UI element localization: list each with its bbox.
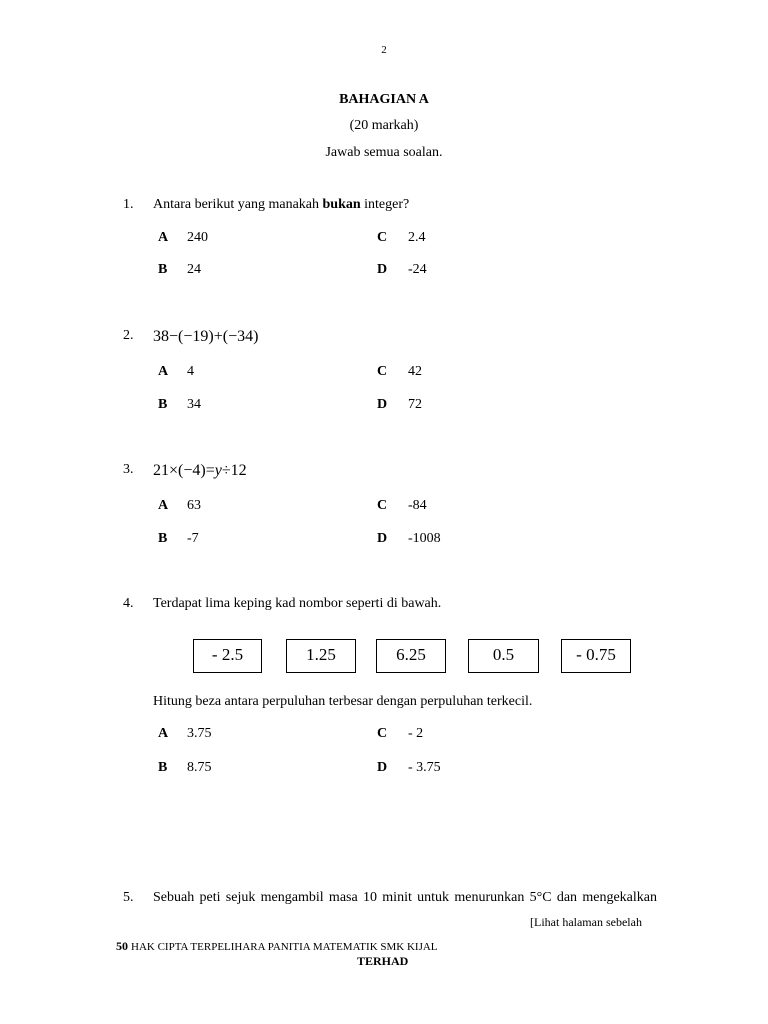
q3-option-d-letter: D <box>377 531 388 546</box>
section-marks: (20 markah) <box>349 118 419 133</box>
q1-option-d-value: -24 <box>408 262 427 277</box>
q3-option-c-value: -84 <box>408 498 427 513</box>
footer-code: 50 <box>116 939 128 953</box>
q1-option-c-value: 2.4 <box>408 230 426 245</box>
question-5-number: 5. <box>123 890 134 905</box>
question-1-emphasis: bukan <box>322 197 361 212</box>
q2-option-a-value: 4 <box>187 364 194 379</box>
q2-option-c-value: 42 <box>408 364 422 379</box>
section-instruction: Jawab semua soalan. <box>325 145 443 160</box>
next-page-note: [Lihat halaman sebelah <box>530 915 642 929</box>
q1-option-b-letter: B <box>158 262 168 277</box>
q1-option-d-letter: D <box>377 262 388 277</box>
q1-option-b-value: 24 <box>187 262 201 277</box>
section-title: BAHAGIAN A <box>339 92 429 107</box>
q3-option-b-value: -7 <box>187 531 199 546</box>
question-5-text: Sebuah peti sejuk mengambil masa 10 minit untuk menurunkan 5°C dan mengekalkan <box>153 890 657 905</box>
q3-option-d-value: -1008 <box>408 531 441 546</box>
q4-option-c-value: - 2 <box>408 726 424 741</box>
footer-copyright-text: HAK CIPTA TERPELIHARA PANITIA MATEMATIK SMK KIJAL <box>131 941 438 953</box>
number-card-2: 1.25 <box>286 639 356 673</box>
number-card-4: 0.5 <box>468 639 539 673</box>
question-1-text: Antara berikut yang manakah bukan integer? <box>153 197 410 212</box>
question-4-number: 4. <box>123 596 134 611</box>
question-4-prompt: Hitung beza antara perpuluhan terbesar dengan perpuluhan terkecil. <box>153 694 533 709</box>
number-card-3: 6.25 <box>376 639 446 673</box>
question-1-number: 1. <box>123 197 134 212</box>
question-2-number: 2. <box>123 328 134 343</box>
q2-option-b-letter: B <box>158 397 168 412</box>
q3-option-b-letter: B <box>158 531 168 546</box>
q2-option-a-letter: A <box>158 364 169 379</box>
page-number: 2 <box>381 44 387 56</box>
q4-option-c-letter: C <box>377 726 388 741</box>
number-card-5: - 0.75 <box>561 639 631 673</box>
q2-option-c-letter: C <box>377 364 388 379</box>
number-card-1: - 2.5 <box>193 639 262 673</box>
q4-option-b-letter: B <box>158 760 168 775</box>
q4-option-a-value: 3.75 <box>187 726 212 741</box>
q4-option-d-value: - 3.75 <box>408 760 441 775</box>
question-4-text: Terdapat lima keping kad nombor seperti di bawah. <box>153 596 442 611</box>
footer-copyright <box>116 939 438 954</box>
footer-classification: TERHAD <box>357 954 409 968</box>
q4-option-b-value: 8.75 <box>187 760 212 775</box>
q2-option-b-value: 34 <box>187 397 201 412</box>
q4-option-a-letter: A <box>158 726 169 741</box>
q3-option-a-value: 63 <box>187 498 201 513</box>
q1-option-a-letter: A <box>158 230 169 245</box>
q4-option-d-letter: D <box>377 760 388 775</box>
q2-option-d-value: 72 <box>408 397 422 412</box>
question-2-expression: 38−(−19)+(−34) <box>153 328 259 345</box>
question-3-expression: 21×(−4)=y÷12 <box>153 462 247 479</box>
q2-option-d-letter: D <box>377 397 388 412</box>
question-3-number: 3. <box>123 462 134 477</box>
q3-option-c-letter: C <box>377 498 388 513</box>
q3-option-a-letter: A <box>158 498 169 513</box>
q1-option-a-value: 240 <box>187 230 208 245</box>
q1-option-c-letter: C <box>377 230 388 245</box>
